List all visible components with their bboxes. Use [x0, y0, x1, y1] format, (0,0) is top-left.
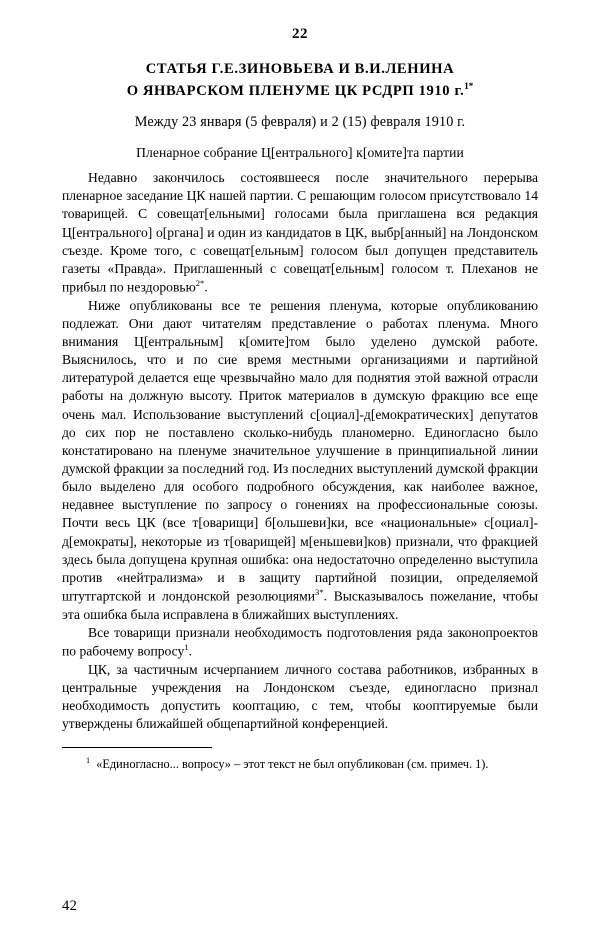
page-number-bottom: 42	[62, 898, 78, 914]
paragraph-1-text: Недавно закончилось состоявшееся после значительного перерыва пленарное заседание ЦК нашей партии. С решающим голосом присутствовало 14 товарищей. С совещат[ельными] голосами была приглашена вся редакция Ц[ентрального] о[ргана] и один из кандидатов в ЦК, выбр[анный] на Лондонском съезде. Кроме того, с совещат[ельным] голосом был допущен представитель газеты «Правда». Приглашенный с совещат[ельным] голосом т. Плеханов не прибыл по нездоровью	[62, 170, 538, 295]
title-line-2-text: О ЯНВАРСКОМ ПЛЕНУМЕ ЦК РСДРП 1910 г.	[126, 83, 465, 100]
subtitle: Пленарное собрание Ц[ентрального] к[омите]та партии	[136, 145, 464, 161]
paragraph-2-text-tail: . Высказывалось пожелание, чтобы эта ошибка была исправлена в ближайших выступлениях.	[62, 588, 538, 622]
paragraph-3-text-tail: .	[188, 643, 193, 659]
paragraph-2	[62, 297, 538, 624]
page-title	[62, 59, 538, 102]
paragraph-4-text: ЦК, за частичным исчерпанием личного состава работников, избранных в центральные учреждения на Лондонском съезде, единогласно признал необходимость допустить кооптацию, с тем, чтобы кооптируемые были утверждены ближайшей общепартийной конференцией.	[62, 661, 538, 731]
paragraph-1-superscript: 2*	[195, 278, 205, 289]
paragraph-1-text-tail: .	[204, 279, 208, 295]
paragraph-1	[62, 169, 538, 297]
footnote-divider	[62, 747, 212, 748]
footnote-marker: 1	[86, 756, 91, 766]
paragraph-4	[62, 661, 538, 734]
title-superscript: 1*	[464, 81, 474, 92]
paragraph-2-superscript: 3*	[315, 586, 324, 597]
footnote-text: «Единогласно... вопросу» – этот текст не был опубликован (см. примеч. 1).	[96, 757, 489, 772]
title-line-1: СТАТЬЯ Г.Е.ЗИНОВЬЕВА И В.И.ЛЕНИНА	[145, 61, 455, 77]
page-number-top: 22	[292, 26, 308, 42]
paragraph-3-text: Все товарищи признали необходимость подготовления ряда законопроектов по рабочему вопросу	[62, 624, 538, 659]
date-line: Между 23 января (5 февраля) и 2 (15) февраля 1910 г.	[134, 114, 466, 131]
paragraph-3	[62, 624, 538, 661]
title-line-2	[62, 80, 538, 102]
paragraph-2-text: Ниже опубликованы все те решения пленума, которые опубликованию подлежат. Они дают читателям представление о работах пленума. Много внимания Ц[ентральным] к[омите]том было уделено думской работе. Выяснилось, что и по сие время местными организациями и партийной литературой делается еще чрезвычайно мало для поднятия этой важной отрасли работы на должную высоту. Приток материалов в думскую фракцию все еще очень мал. Использование выступлений с[оциал]-д[емократических] депутатов до сих пор не поставлено сколько-нибудь планомерно. Единогласно было констатировано на пленуме значительное улучшение в принципиальной линии думской фракции за последний год. Из последних выступлений думской фракции было выделено для особого подробного обсуждения, как наиболее важное, недавнее выступление по запросу о гонениях на профессиональные союзы. Почти весь ЦК (все т[оварищи] б[ольшеви]ки, все «национальные» с[оциал]-д[емократы], некоторые из т[оварищей] м[еньшеви]ков) признали, что фракцией здесь была допущена крупная ошибка: она недостаточно определенно выступила против «нейтрализма» и в защиту партийной позиции, определяемой штутгартской и лондонской резолюциями	[62, 297, 538, 604]
paragraph-3-superscript: 1	[184, 641, 189, 652]
footnote	[62, 756, 538, 772]
